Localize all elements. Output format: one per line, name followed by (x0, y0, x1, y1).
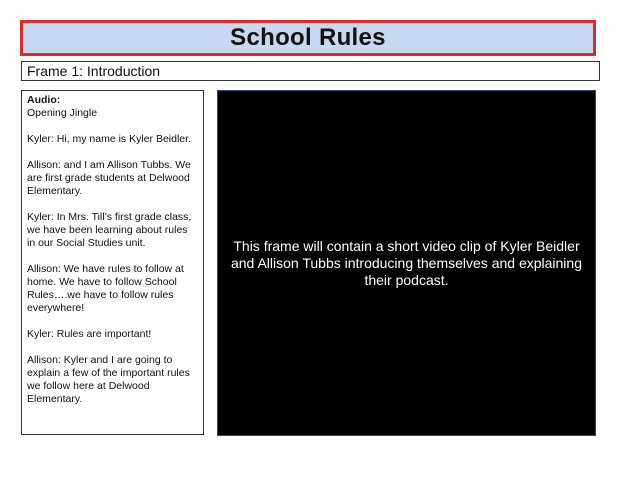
frame-label: Frame 1: Introduction (27, 63, 161, 79)
audio-script-panel (21, 90, 204, 435)
script-line-kyler-important: Kyler: Rules are important! (27, 328, 152, 340)
script-line-allison-rules: Allison: We have rules to follow at home. We have to follow School Rules….we have to follow rules everywhere! (27, 263, 184, 314)
page-title: School Rules (230, 24, 386, 51)
script-line-jingle: Opening Jingle (27, 107, 98, 119)
script-line-allison-intro: Allison: and I am Allison Tubbs. We are first grade students at Delwood Elementary. (27, 159, 191, 197)
script-line-kyler-intro: Kyler: Hi, my name is Kyler Beidler. (27, 133, 191, 145)
audio-heading: Audio: (27, 94, 61, 106)
title-banner (20, 20, 596, 56)
video-placeholder (217, 90, 596, 436)
video-caption: This frame will contain a short video clip of Kyler Beidler and Allison Tubbs introducing themselves and explaining their podcast. (230, 237, 582, 288)
frame-label-bar (21, 61, 600, 81)
script-line-allison-explain: Allison: Kyler and I are going to explain a few of the important rules we follow here at Delwood Elementary. (27, 354, 190, 405)
script-line-kyler-class: Kyler: In Mrs. Till’s first grade class, we have been learning about rules in our Social Studies unit. (27, 211, 192, 249)
